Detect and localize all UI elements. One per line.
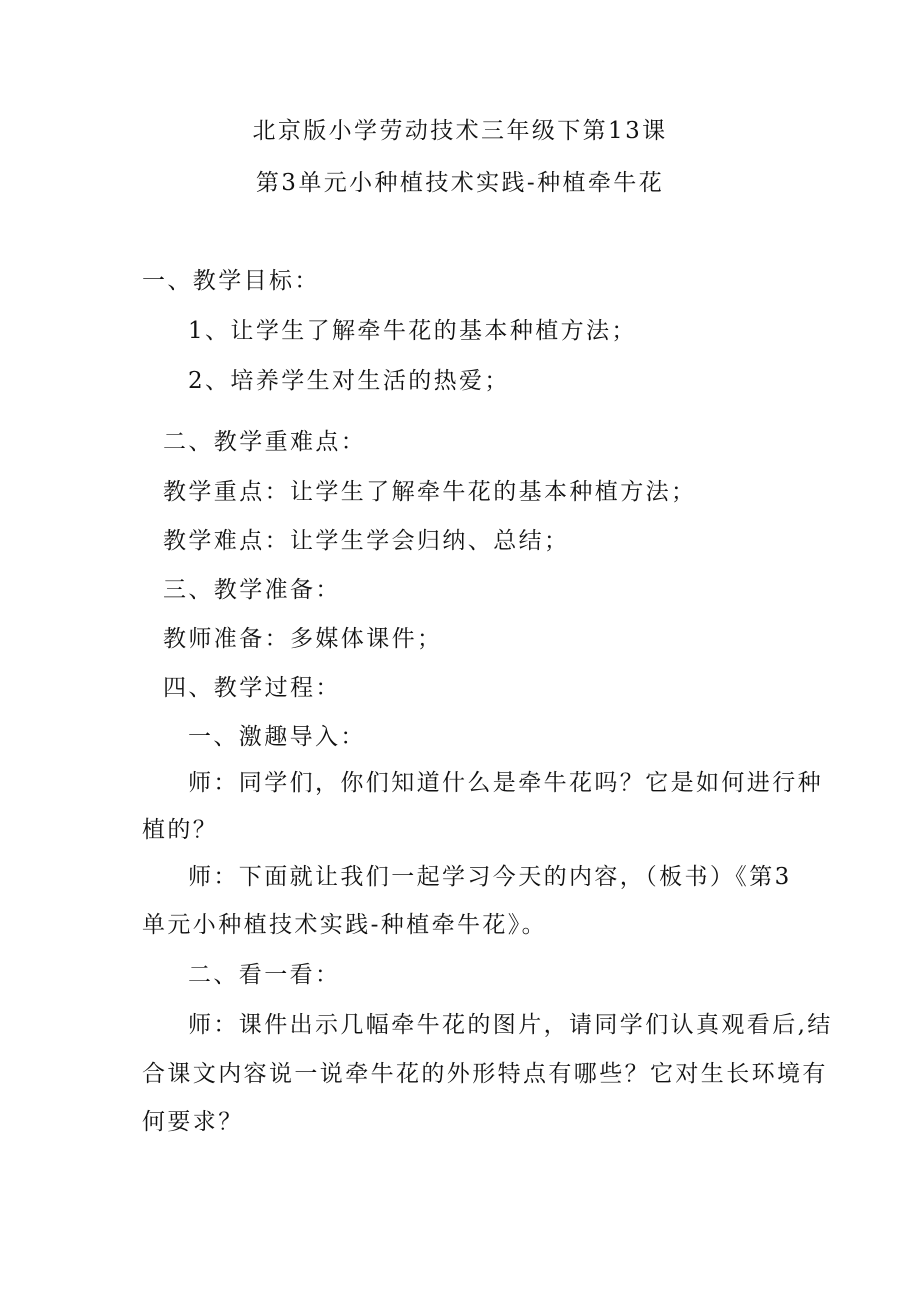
step1-paragraph-cont: 单元小种植技术实践-种植牵牛花》。 bbox=[142, 912, 548, 938]
key-point: 教学重点：让学生了解牵牛花的基本种植方法； bbox=[163, 479, 697, 505]
step2-heading: 二、看一看： bbox=[188, 962, 341, 988]
document-subtitle: 第3单元小种植技术实践-种植牵牛花 bbox=[255, 170, 665, 196]
step1-paragraph: 师：下面就让我们一起学习今天的内容，（板书）《第3 bbox=[188, 864, 792, 890]
step2-paragraph-cont: 合课文内容说一说牵牛花的外形特点有哪些？它对生长环境有 bbox=[142, 1061, 828, 1087]
goal-item: 1、让学生了解牵牛花的基本种植方法； bbox=[188, 318, 637, 344]
difficult-point: 教学难点：让学生学会归纳、总结； bbox=[163, 528, 570, 554]
goals-heading: 一、教学目标： bbox=[142, 268, 320, 294]
step1-paragraph-cont: 植的？ bbox=[142, 817, 219, 843]
goal-item: 2、培养学生对生活的热爱； bbox=[188, 368, 510, 394]
process-heading: 四、教学过程： bbox=[163, 675, 341, 701]
key-points-heading: 二、教学重难点： bbox=[163, 429, 367, 455]
document-title: 北京版小学劳动技术三年级下第13课 bbox=[252, 118, 668, 144]
teacher-prep: 教师准备：多媒体课件； bbox=[163, 626, 443, 652]
prep-heading: 三、教学准备： bbox=[163, 577, 341, 603]
step2-paragraph: 师：课件出示几幅牵牛花的图片，请同学们认真观看后,结 bbox=[188, 1012, 833, 1038]
step1-heading: 一、激趣导入： bbox=[188, 724, 366, 750]
step2-paragraph-cont: 何要求？ bbox=[142, 1109, 244, 1135]
step1-paragraph: 师：同学们，你们知道什么是牵牛花吗？它是如何进行种 bbox=[188, 770, 823, 796]
